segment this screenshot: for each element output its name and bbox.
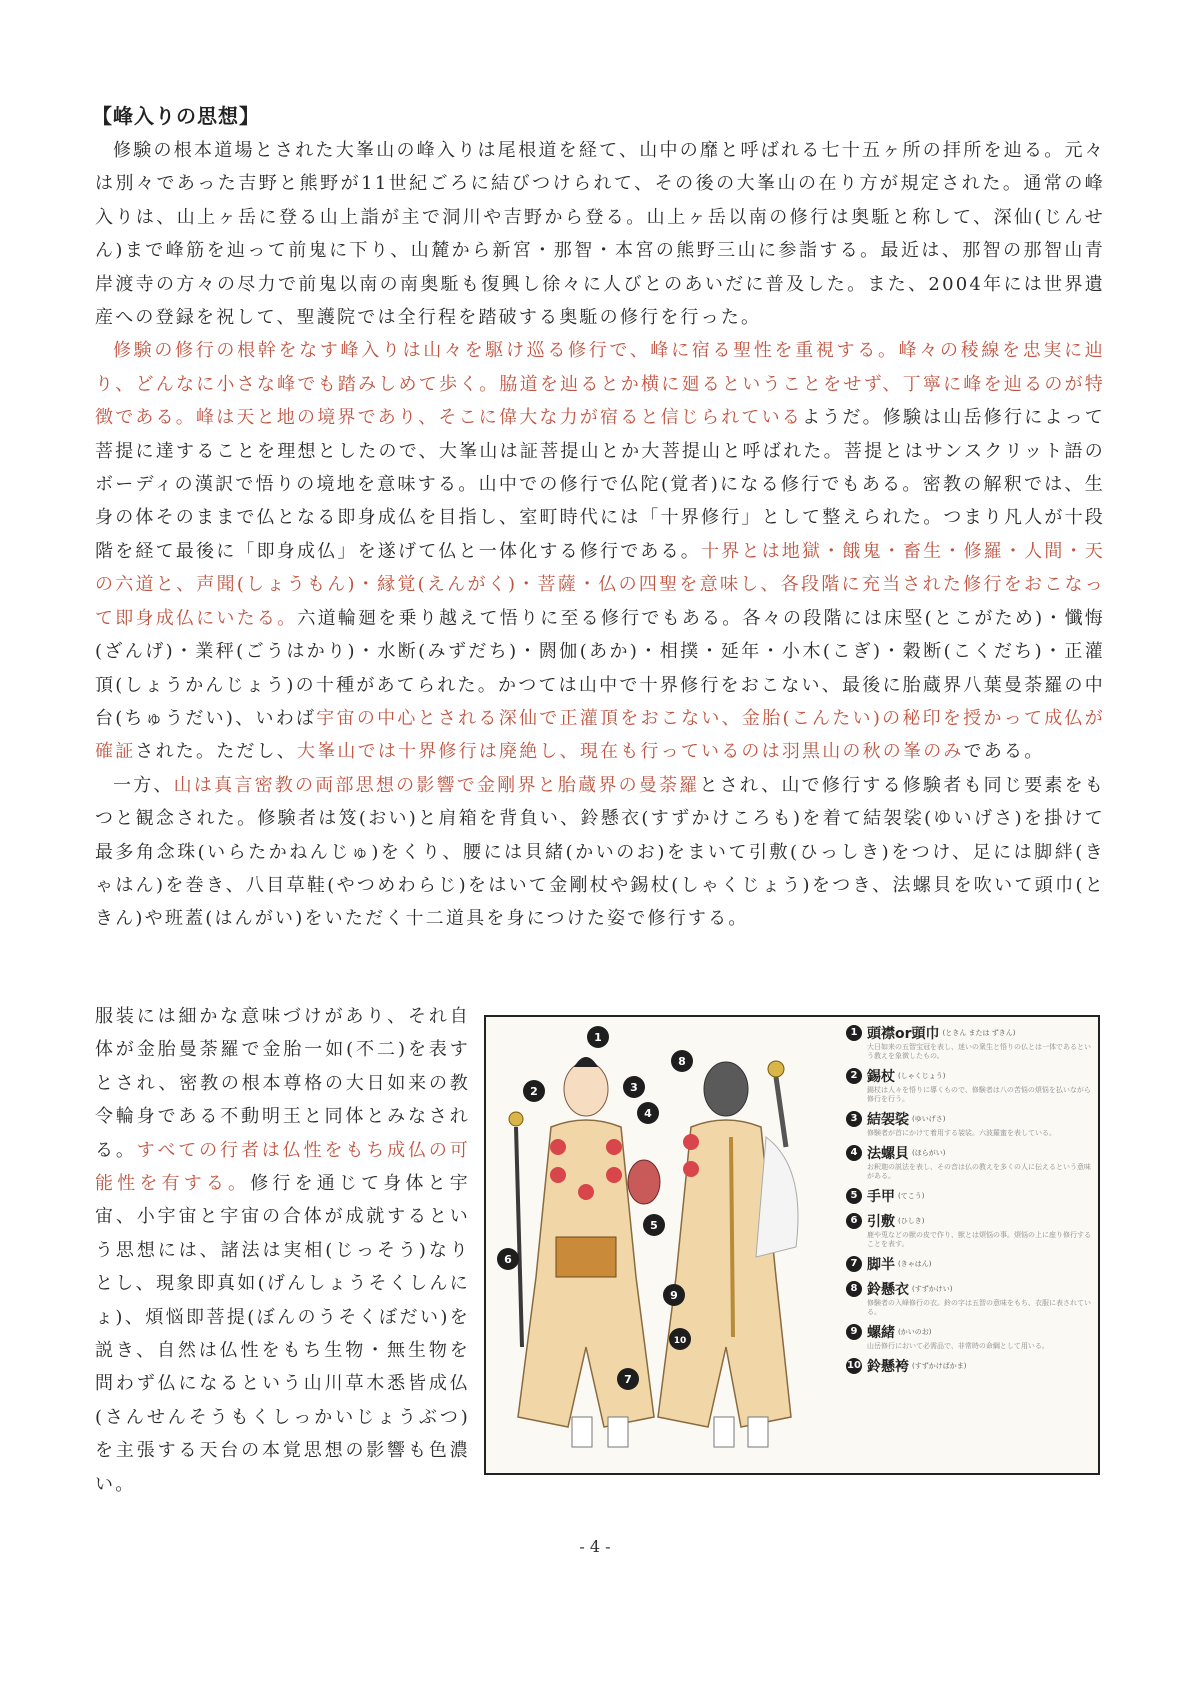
legend-description: 鹿や兎などの獣の皮で作り、獣とは煩悩の事。煩悩の上に座り修行することを表す。 (867, 1231, 1091, 1248)
paragraph-2 (95, 334, 1105, 768)
legend-item-yuigesa (846, 1109, 1094, 1138)
marker-10 (669, 1328, 691, 1350)
svg-text:1: 1 (594, 1031, 602, 1044)
svg-text:6: 6 (504, 1253, 512, 1266)
legend-reading: (きゃはん) (898, 1260, 932, 1268)
highlight-text: 十界とは地獄・餓鬼・畜生・修羅・人間・天の六道と、声聞(しょうもん)・縁覚(えんがく)・菩薩・仏の四聖を意味し、各段階に充当された修行をおこなって即身成仏にいたる。 (95, 540, 1105, 629)
body-span: 服装には細かな意味づけがあり、それ自体が金胎曼荼羅で金胎一如(不二)を表すとされ、密教の根本尊格の大日如来の教令輪身である不動明王と同体とみなされる。 (95, 1006, 470, 1161)
legend-reading: (ゆいげさ) (912, 1115, 946, 1123)
bonten-icon (550, 1139, 566, 1155)
foot-shape (748, 1417, 768, 1447)
legend-name: 法螺貝 (867, 1146, 909, 1162)
bonten-icon (578, 1184, 594, 1200)
paragraph-1: 修験の根本道場とされた大峯山の峰入りは尾根道を経て、山中の靡と呼ばれる七十五ヶ所の拝所を辿る。元々は別々であった吉野と熊野が11世紀ごろに結びつけられて、その後の大峯山の在り方が規定された。通常の峰入りは、山上ヶ岳に登る山上詣が主で洞川や吉野から登る。山上ヶ岳以南の修行は奥駈と称して、深仙(じんせん)まで峰筋を辿って前鬼に下り、山麓から新宮・那智・本宮の熊野三山に参詣する。最近は、那智の那智山青岸渡寺の方々の尽力で前鬼以南の南奥駈も復興し徐々に人びとのあいだに普及した。また、2004年には世界遺産への登録を祝して、聖護院では全行程を踏破する奥駈の修行を行った。 (95, 140, 1105, 329)
body-span: である。 (963, 741, 1045, 763)
svg-text:4: 4 (644, 1107, 652, 1120)
legend-item-tekou (846, 1186, 1094, 1206)
foot-shape (608, 1417, 628, 1447)
costume-legend (846, 1023, 1094, 1381)
highlight-text: すべての行者は仏性をもち成仏の可能性を有する。 (95, 1139, 471, 1195)
yamabushi-illustration (486, 1017, 832, 1473)
marker-8 (671, 1050, 693, 1072)
legend-item-tokin (846, 1023, 1094, 1061)
paragraph-3 (95, 769, 1105, 936)
body-span: された。ただし、 (135, 741, 298, 763)
legend-number: 2 (846, 1068, 862, 1084)
bonten-icon (606, 1167, 622, 1183)
legend-number: 5 (846, 1188, 862, 1204)
svg-text:3: 3 (630, 1081, 638, 1094)
horagai-icon (628, 1160, 660, 1204)
legend-name: 螺緒 (867, 1325, 895, 1341)
body-span: 修行を通じて身体と宇宙、小宇宙と宇宙の合体が成就するという思想には、諸法は実相(じっそう)なりとし、現象即真如(げんしょうそくしんにょ)、煩悩即菩提(ぼんのうそくぼだい)を説き、自然は仏性をもち生物・無生物を問わず仏になるという山川草木悉皆成仏(さんせんそうもくしっかいじょうぶつ)を主張する天台の本覚思想の影響も色濃い。 (95, 1173, 471, 1495)
legend-reading: (てこう) (898, 1192, 925, 1200)
highlight-text: 宇宙の中心とされる深仙で正灌頂をおこない、金胎(こんたい)の秘印を授かって成仏が確証 (95, 707, 1105, 763)
svg-text:10: 10 (673, 1336, 687, 1346)
foot-shape (572, 1417, 592, 1447)
legend-name: 鈴懸袴 (867, 1359, 909, 1375)
legend-name: 鈴懸衣 (867, 1282, 909, 1298)
legend-description: 修験者が首にかけて着用する袈裟。六波羅蜜を表している。 (867, 1129, 1056, 1137)
legend-description: 大日如来の五智宝冠を表し、迷いの衆生と悟りの仏とは一体であるという教えを象徴したもの。 (867, 1043, 1091, 1060)
svg-text:9: 9 (670, 1289, 678, 1302)
legend-item-hakama (846, 1356, 1094, 1376)
legend-reading: (ひしき) (898, 1217, 925, 1225)
legend-number: 7 (846, 1256, 862, 1272)
legend-item-shakujo (846, 1066, 1094, 1104)
bonten-icon (683, 1161, 699, 1177)
legend-number: 6 (846, 1213, 862, 1229)
marker-5 (643, 1214, 665, 1236)
marker-9 (663, 1284, 685, 1306)
marker-3 (623, 1076, 645, 1098)
main-text (95, 134, 1105, 936)
yamabushi-costume-figure (484, 1015, 1100, 1475)
legend-reading: (しゃくじょう) (898, 1072, 946, 1080)
marker-1 (587, 1026, 609, 1048)
head-shape (564, 1062, 608, 1116)
shakujo-top-icon (509, 1112, 523, 1126)
body-span: ようだ。修験は山岳修行によって菩提に達することを理想としたので、大峯山は証菩提山とか大菩提山と呼ばれた。菩提とはサンスクリット語のボーディの漢訳で悟りの境地を意味する。山中での修行で仏陀(覚者)になる修行でもある。密教の解釈では、生身の体そのままで仏となる即身成仏を目指し、室町時代には「十界修行」として整えられた。つまり凡人が十段階を経て最後に「即身成仏」を遂げて仏と一体化する修行である。 (95, 407, 1105, 562)
body-span: 一方、 (113, 774, 174, 796)
legend-number: 3 (846, 1111, 862, 1127)
left-column-text (95, 1000, 470, 1501)
legend-number: 10 (846, 1358, 862, 1374)
bonten-icon (683, 1134, 699, 1150)
legend-reading: (ときん または ずきん) (942, 1029, 1016, 1037)
svg-text:5: 5 (650, 1219, 658, 1232)
marker-2 (523, 1080, 545, 1102)
page-number: - 4 - (579, 1537, 611, 1556)
legend-name: 引敷 (867, 1214, 895, 1230)
tokin-shape (574, 1057, 598, 1067)
body-span: とされ、山で修行する修験者も同じ要素をもつと観念された。修験者は笈(おい)と肩箱を背負い、鈴懸衣(すずかけころも)を着て結袈裟(ゆいげさ)を掛けて最多角念珠(いらたかねんじゅ)をくり、腰には貝緒(かいのお)をまいて引敷(ひっしき)をつけ、足には脚絆(きゃはん)を巻き、八目草鞋(やつめわらじ)をはいて金剛杖や錫杖(しゃくじょう)をつき、法螺貝を吹いて頭巾(ときん)や班蓋(はんがい)をいただく十二道具を身につけた姿で修行する。 (95, 774, 1106, 930)
legend-number: 8 (846, 1281, 862, 1297)
highlight-text: 修験の修行の根幹をなす峰入りは山々を駆け巡る修行で、峰に宿る聖性を重視する。峰々の稜線を忠実に辿り、どんなに小さな峰でも踏みしめて歩く。脇道を辿るとか横に廻るということをせず、丁寧に峰を辿るのが特徴である。峰は天と地の境界であり、そこに偉大な力が宿ると信じられている (95, 340, 1105, 429)
svg-text:2: 2 (530, 1085, 538, 1098)
legend-reading: (ほらがい) (912, 1149, 946, 1157)
legend-number: 1 (846, 1025, 862, 1041)
legend-name: 結袈裟 (867, 1112, 909, 1128)
legend-reading: (かいのお) (898, 1328, 932, 1336)
svg-text:7: 7 (624, 1373, 632, 1386)
marker-4 (637, 1102, 659, 1124)
legend-item-kainoo (846, 1322, 1094, 1351)
paragraph-4 (95, 1000, 470, 1501)
legend-item-kyahan (846, 1254, 1094, 1274)
legend-reading: (すずかけい) (912, 1285, 953, 1293)
body-span: 六道輪廻を乗り越えて悟りに至る修行でもある。各々の段階には床堅(とこがため)・懺悔(ざんげ)・業秤(ごうはかり)・水断(みずだち)・閼伽(あか)・相撲・延年・小木(こぎ)・穀断(こくだち)・正灌頂(しょうかんじょう)の十種があてられた。かつては山中で十界修行をおこない、最後に胎蔵界八葉曼荼羅の中台(ちゅうだい)、いわば (95, 607, 1106, 729)
legend-name: 手甲 (867, 1189, 895, 1205)
highlight-text: 大峯山では十界修行は廃絶し、現在も行っているのは羽黒山の秋の峯のみ (297, 741, 964, 763)
legend-description: お釈迦の説法を表し、その音は仏の教えを多くの人に伝えるという意味がある。 (867, 1163, 1091, 1180)
legend-item-hikishiki (846, 1211, 1094, 1249)
bonten-icon (550, 1167, 566, 1183)
legend-name: 頭襟or頭巾 (867, 1026, 940, 1042)
back-figure (658, 1061, 798, 1447)
legend-reading: (すずかけばかま) (912, 1362, 967, 1370)
legend-description: 山岳修行において必需品で、非常時の命綱として用いる。 (867, 1342, 1049, 1350)
staff-icon (516, 1127, 522, 1347)
legend-name: 錫杖 (867, 1069, 895, 1085)
staff-icon (776, 1077, 786, 1147)
head-shape (704, 1062, 748, 1116)
legend-number: 4 (846, 1145, 862, 1161)
marker-7 (617, 1368, 639, 1390)
legend-description: 錫杖は人々を悟りに導くもので、修験者は八の苦悩の煩悩を払いながら修行を行う。 (867, 1086, 1091, 1103)
kainoo-cord-shape (731, 1137, 733, 1337)
hikishiki-shape (556, 1237, 616, 1277)
section-heading: 【峰入りの思想】 (92, 104, 260, 128)
bonten-icon (606, 1139, 622, 1155)
foot-shape (714, 1417, 734, 1447)
legend-item-horagai (846, 1143, 1094, 1181)
legend-description: 修験者の入峰修行の衣。鈴の字は五智の意味をもち、衣服に表されている。 (867, 1299, 1091, 1316)
marker-6 (497, 1248, 519, 1270)
legend-name: 脚半 (867, 1257, 895, 1273)
shakujo-top-icon (768, 1061, 784, 1077)
svg-text:8: 8 (678, 1055, 686, 1068)
legend-item-suzukake (846, 1279, 1094, 1317)
legend-number: 9 (846, 1324, 862, 1340)
highlight-text: 山は真言密教の両部思想の影響で金剛界と胎蔵界の曼荼羅 (173, 774, 700, 796)
